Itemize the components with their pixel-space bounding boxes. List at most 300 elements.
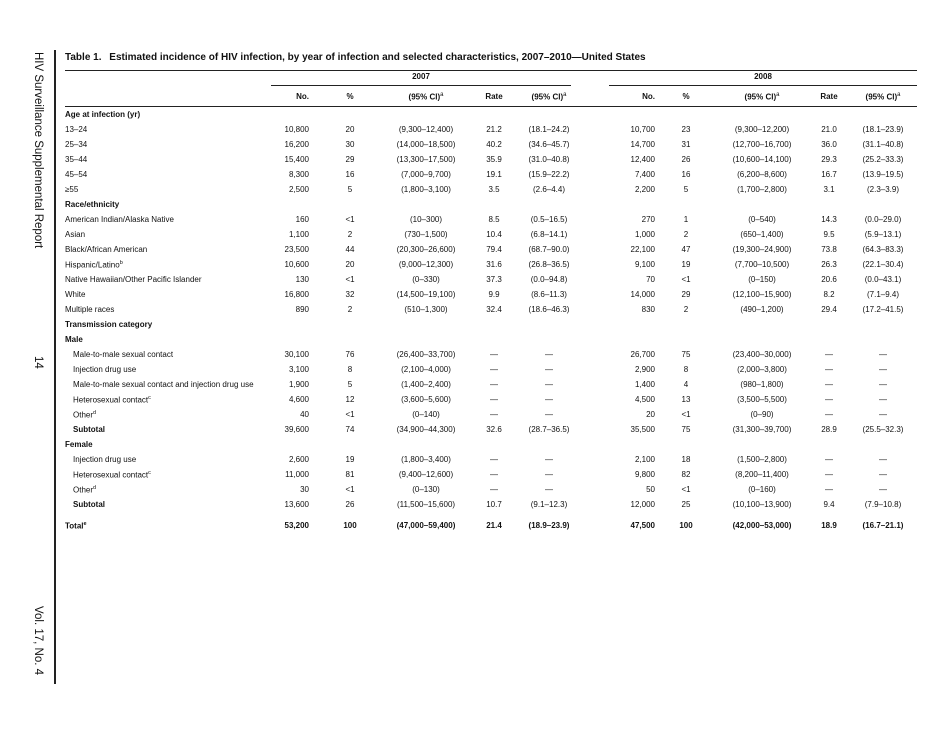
table-row [65, 228, 917, 243]
cell-2008-pct: 19 [681, 260, 691, 269]
cell-2007-no: 130 [295, 275, 309, 284]
header-2008-rate: Rate [820, 92, 838, 101]
table-row [65, 498, 917, 513]
cell-2008-rate-ci: — [879, 455, 887, 464]
table-row [65, 153, 917, 168]
header-2007-pct: % [346, 92, 354, 101]
cell-2008-rate: 73.8 [821, 245, 837, 254]
cell-2007-pct: 12 [345, 395, 355, 404]
cell-2008-rate-ci: (2.3–3.9) [866, 185, 900, 194]
cell-2007-ci: (9,300–12,400) [398, 125, 454, 134]
cell-2007-rate-ci: (31.0–40.8) [528, 155, 570, 164]
cell-2007-no: 10,800 [284, 125, 309, 134]
row-label: Total$^e$ [65, 521, 87, 531]
table-row [65, 408, 917, 423]
cell-2008-rate: 3.1 [823, 185, 835, 194]
cell-2007-no: 1,900 [288, 380, 309, 389]
header-2007-rate: Rate [485, 92, 503, 101]
cell-2007-ci: (26,400–33,700) [396, 350, 456, 359]
group-underline-2007 [271, 85, 571, 86]
cell-2007-pct: 76 [345, 350, 355, 359]
cell-2008-pct: 29 [681, 290, 691, 299]
row-label: Subtotal [73, 500, 105, 509]
table-row [65, 363, 917, 378]
cell-2008-pct: 26 [681, 155, 691, 164]
cell-2008-rate-ci: — [879, 350, 887, 359]
cell-2007-no: 16,800 [284, 290, 309, 299]
cell-2007-rate-ci: (9.1–12.3) [530, 500, 568, 509]
header-2007-no: No. [296, 92, 309, 101]
cell-2007-no: 890 [295, 305, 309, 314]
cell-2007-rate-ci: — [545, 395, 553, 404]
cell-2008-no: 14,000 [630, 290, 655, 299]
cell-2007-no: 10,600 [284, 260, 309, 269]
cell-2008-rate: — [825, 365, 833, 374]
table-row [65, 483, 917, 498]
cell-2007-pct: 2 [347, 305, 353, 314]
cell-2008-ci: (10,100–13,900) [732, 500, 792, 509]
row-label: Subtotal [73, 425, 105, 434]
page-divider-line [54, 50, 56, 684]
cell-2008-rate: 20.6 [821, 275, 837, 284]
table-row [65, 138, 917, 153]
cell-2007-rate-ci: — [545, 410, 553, 419]
cell-2007-ci: (0–330) [412, 275, 440, 284]
header-2008-ci: (95% CI)$^a$ [744, 92, 780, 102]
cell-2008-ci: (1,500–2,800) [737, 455, 787, 464]
cell-2007-no: 13,600 [284, 500, 309, 509]
cell-2008-no: 1,000 [634, 230, 655, 239]
cell-2008-pct: 4 [683, 380, 689, 389]
report-title-side: HIV Surveillance Supplemental Report [32, 52, 44, 249]
cell-2007-no: 53,200 [284, 521, 309, 530]
table-row [65, 258, 917, 273]
cell-2008-pct: 8 [683, 365, 689, 374]
cell-2007-rate: 10.7 [486, 500, 502, 509]
cell-2008-rate-ci: — [879, 470, 887, 479]
cell-2007-pct: 81 [345, 470, 355, 479]
table-row [65, 288, 917, 303]
cell-2007-ci: (0–140) [412, 410, 440, 419]
cell-2008-rate-ci: — [879, 380, 887, 389]
cell-2007-rate: — [490, 455, 498, 464]
cell-2007-rate: — [490, 410, 498, 419]
cell-2008-ci: (12,100–15,900) [732, 290, 792, 299]
cell-2008-no: 50 [646, 485, 655, 494]
cell-2008-pct: <1 [681, 485, 691, 494]
cell-2008-no: 2,100 [634, 455, 655, 464]
table-row [65, 183, 917, 198]
cell-2008-ci: (31,300–39,700) [732, 425, 792, 434]
table-row [65, 243, 917, 258]
cell-2008-rate-ci: (22.1–30.4) [862, 260, 904, 269]
cell-2008-no: 7,400 [634, 170, 655, 179]
cell-2007-ci: (14,000–18,500) [396, 140, 456, 149]
cell-2008-pct: 100 [679, 521, 693, 530]
cell-2007-rate-ci: (18.1–24.2) [528, 125, 570, 134]
cell-2008-rate: — [825, 485, 833, 494]
cell-2007-ci: (47,000–59,400) [396, 521, 456, 530]
cell-2007-pct: 5 [347, 380, 353, 389]
cell-2007-ci: (510–1,300) [404, 305, 448, 314]
cell-2008-pct: 23 [681, 125, 691, 134]
cell-2008-rate-ci: (7.9–10.8) [864, 500, 902, 509]
cell-2007-pct: 8 [347, 365, 353, 374]
cell-2007-rate: 32.4 [486, 305, 502, 314]
cell-2008-rate: 29.3 [821, 155, 837, 164]
cell-2008-rate: 18.9 [821, 521, 837, 530]
cell-2008-rate-ci: (0.0–43.1) [864, 275, 902, 284]
table-row [65, 168, 917, 183]
cell-2007-rate: 31.6 [486, 260, 502, 269]
cell-2008-rate: 8.2 [823, 290, 835, 299]
section-header-row [65, 198, 917, 213]
cell-2007-rate-ci: (2.6–4.4) [532, 185, 566, 194]
cell-2008-no: 14,700 [630, 140, 655, 149]
row-label: Male [65, 335, 83, 344]
cell-2008-pct: 25 [681, 500, 691, 509]
cell-2007-pct: 20 [345, 125, 355, 134]
group-header-2007: 2007 [412, 72, 430, 81]
cell-2007-rate-ci: (18.6–46.3) [528, 305, 570, 314]
cell-2007-pct: 100 [343, 521, 357, 530]
cell-2008-ci: (10,600–14,100) [732, 155, 792, 164]
cell-2007-rate: 8.5 [488, 215, 500, 224]
cell-2007-rate: 35.9 [486, 155, 502, 164]
cell-2008-ci: (0–160) [748, 485, 776, 494]
cell-2008-rate-ci: (25.5–32.3) [862, 425, 904, 434]
cell-2007-rate: 10.4 [486, 230, 502, 239]
cell-2007-rate-ci: (26.8–36.5) [528, 260, 570, 269]
volume-info: Vol. 17, No. 4 [32, 606, 44, 676]
cell-2008-rate: — [825, 455, 833, 464]
cell-2007-no: 8,300 [288, 170, 309, 179]
row-label: 45–54 [65, 170, 88, 179]
cell-2008-rate-ci: — [879, 485, 887, 494]
cell-2007-pct: 74 [345, 425, 355, 434]
header-2008-rate-ci: (95% CI)$^a$ [865, 92, 901, 102]
cell-2007-pct: 32 [345, 290, 355, 299]
group-underline-2008 [609, 85, 917, 86]
cell-2008-no: 70 [646, 275, 655, 284]
cell-2008-no: 9,100 [634, 260, 655, 269]
cell-2007-ci: (2,100–4,000) [401, 365, 451, 374]
cell-2007-rate: — [490, 485, 498, 494]
cell-2008-rate-ci: (0.0–29.0) [864, 215, 902, 224]
cell-2008-rate-ci: (17.2–41.5) [862, 305, 904, 314]
row-label: Heterosexual contact$^c$ [73, 470, 151, 480]
cell-2007-no: 16,200 [284, 140, 309, 149]
cell-2007-pct: <1 [345, 275, 355, 284]
header-2008-no: No. [642, 92, 655, 101]
header-2007-ci: (95% CI)$^a$ [408, 92, 444, 102]
table-row [65, 333, 917, 348]
cell-2007-ci: (1,800–3,100) [401, 185, 451, 194]
section-header-row [65, 108, 917, 123]
cell-2007-no: 1,100 [288, 230, 309, 239]
cell-2008-no: 270 [641, 215, 655, 224]
cell-2007-rate-ci: — [545, 365, 553, 374]
cell-2008-rate: — [825, 470, 833, 479]
table-row [65, 378, 917, 393]
cell-2007-rate: 40.2 [486, 140, 502, 149]
cell-2007-rate-ci: (34.6–45.7) [528, 140, 570, 149]
cell-2007-rate-ci: — [545, 455, 553, 464]
cell-2008-pct: 31 [681, 140, 691, 149]
cell-2007-no: 160 [295, 215, 309, 224]
cell-2007-rate: 79.4 [486, 245, 502, 254]
row-label: American Indian/Alaska Native [65, 215, 174, 224]
cell-2007-rate-ci: (0.5–16.5) [530, 215, 568, 224]
cell-2008-rate: — [825, 380, 833, 389]
cell-2007-ci: (10–300) [409, 215, 443, 224]
cell-2008-pct: 5 [683, 185, 689, 194]
cell-2007-no: 39,600 [284, 425, 309, 434]
cell-2007-rate-ci: (18.9–23.9) [528, 521, 570, 530]
cell-2008-pct: 18 [681, 455, 691, 464]
cell-2007-ci: (1,400–2,400) [401, 380, 451, 389]
cell-2007-rate: — [490, 395, 498, 404]
group-header-2008: 2008 [754, 72, 772, 81]
cell-2007-no: 2,500 [288, 185, 309, 194]
cell-2008-ci: (490–1,200) [740, 305, 784, 314]
cell-2008-no: 2,900 [634, 365, 655, 374]
cell-2008-ci: (2,000–3,800) [737, 365, 787, 374]
row-label: Black/African American [65, 245, 148, 254]
cell-2008-ci: (19,300–24,900) [732, 245, 792, 254]
cell-2008-ci: (0–150) [748, 275, 776, 284]
cell-2007-rate: 9.9 [488, 290, 500, 299]
cell-2008-ci: (42,000–53,000) [732, 521, 792, 530]
cell-2008-rate-ci: (25.2–33.3) [862, 155, 904, 164]
header-2007-rate-ci: (95% CI)$^a$ [531, 92, 567, 102]
cell-2007-ci: (14,500–19,100) [396, 290, 456, 299]
cell-2007-rate: — [490, 470, 498, 479]
cell-2008-rate: — [825, 395, 833, 404]
cell-2007-no: 30 [300, 485, 309, 494]
table-body [65, 108, 917, 534]
cell-2008-no: 830 [641, 305, 655, 314]
cell-2007-rate-ci: (28.7–36.5) [528, 425, 570, 434]
cell-2008-rate-ci: (16.7–21.1) [862, 521, 904, 530]
cell-2008-pct: 75 [681, 425, 691, 434]
cell-2007-rate-ci: — [545, 485, 553, 494]
cell-2007-rate: 21.2 [486, 125, 502, 134]
cell-2008-rate: — [825, 350, 833, 359]
cell-2008-rate-ci: (5.9–13.1) [864, 230, 902, 239]
cell-2007-rate-ci: (6.8–14.1) [530, 230, 568, 239]
cell-2008-no: 12,400 [630, 155, 655, 164]
cell-2007-ci: (1,800–3,400) [401, 455, 451, 464]
table-row [65, 348, 917, 363]
cell-2008-no: 2,200 [634, 185, 655, 194]
cell-2008-rate-ci: — [879, 410, 887, 419]
cell-2008-no: 1,400 [634, 380, 655, 389]
cell-2008-rate: 9.4 [823, 500, 835, 509]
cell-2008-no: 22,100 [630, 245, 655, 254]
cell-2007-pct: 30 [345, 140, 355, 149]
cell-2007-rate-ci: (15.9–22.2) [528, 170, 570, 179]
row-label: Race/ethnicity [65, 200, 120, 209]
cell-2008-rate: 14.3 [821, 215, 837, 224]
row-label: Injection drug use [73, 365, 137, 374]
page-number: 14 [32, 356, 44, 369]
cell-2008-rate-ci: (31.1–40.8) [862, 140, 904, 149]
cell-2008-rate: 9.5 [823, 230, 835, 239]
cell-2008-pct: 16 [681, 170, 691, 179]
cell-2008-pct: 1 [683, 215, 689, 224]
cell-2008-rate-ci: (13.9–19.5) [862, 170, 904, 179]
row-label: ≥55 [65, 185, 79, 194]
cell-2008-no: 9,800 [634, 470, 655, 479]
cell-2008-rate: 36.0 [821, 140, 837, 149]
cell-2007-pct: 5 [347, 185, 353, 194]
cell-2008-ci: (650–1,400) [740, 230, 784, 239]
cell-2008-pct: 47 [681, 245, 691, 254]
table-row [65, 468, 917, 483]
cell-2007-ci: (0–130) [412, 485, 440, 494]
cell-2007-pct: 16 [345, 170, 355, 179]
row-label: Multiple races [65, 305, 115, 314]
cell-2007-no: 23,500 [284, 245, 309, 254]
table-row [65, 273, 917, 288]
cell-2007-rate: 3.5 [488, 185, 500, 194]
row-label: Other$^d$ [73, 485, 97, 495]
total-row [65, 519, 917, 534]
cell-2007-pct: 29 [345, 155, 355, 164]
cell-2008-ci: (1,700–2,800) [737, 185, 787, 194]
cell-2007-pct: <1 [345, 410, 355, 419]
cell-2008-no: 12,000 [630, 500, 655, 509]
cell-2007-pct: <1 [345, 485, 355, 494]
row-label: Transmission category [65, 320, 153, 329]
cell-2007-no: 4,600 [288, 395, 309, 404]
row-label: Asian [65, 230, 86, 239]
cell-2007-rate-ci: — [545, 350, 553, 359]
table-row [65, 123, 917, 138]
cell-2008-pct: 2 [683, 305, 689, 314]
row-label: Other$^d$ [73, 410, 97, 420]
cell-2008-rate: 26.3 [821, 260, 837, 269]
row-label: 35–44 [65, 155, 88, 164]
cell-2008-pct: 13 [681, 395, 691, 404]
cell-2007-ci: (9,400–12,600) [398, 470, 454, 479]
cell-2008-ci: (6,200–8,600) [737, 170, 787, 179]
cell-2007-no: 11,000 [285, 470, 309, 479]
table-row [65, 438, 917, 453]
cell-2008-ci: (980–1,800) [740, 380, 784, 389]
row-label: Heterosexual contact$^c$ [73, 395, 151, 405]
cell-2007-ci: (730–1,500) [404, 230, 448, 239]
cell-2008-pct: 75 [681, 350, 691, 359]
table-row [65, 213, 917, 228]
cell-2007-rate-ci: (0.0–94.8) [530, 275, 568, 284]
cell-2008-rate: 29.4 [821, 305, 837, 314]
cell-2007-rate-ci: (68.7–90.0) [528, 245, 570, 254]
cell-2007-pct: 44 [345, 245, 355, 254]
cell-2008-pct: <1 [681, 275, 691, 284]
cell-2007-no: 30,100 [284, 350, 309, 359]
cell-2007-pct: 2 [347, 230, 353, 239]
cell-2008-pct: <1 [681, 410, 691, 419]
row-label: 13–24 [65, 125, 88, 134]
cell-2007-pct: 26 [345, 500, 355, 509]
cell-2008-ci: (3,500–5,500) [737, 395, 787, 404]
cell-2007-rate-ci: (8.6–11.3) [531, 290, 567, 299]
row-label: Male-to-male sexual contact [73, 350, 174, 359]
cell-2007-pct: <1 [345, 215, 355, 224]
cell-2007-ci: (7,000–9,700) [401, 170, 451, 179]
cell-2007-ci: (20,300–26,600) [396, 245, 456, 254]
cell-2007-rate: 37.3 [486, 275, 502, 284]
cell-2008-ci: (12,700–16,700) [732, 140, 792, 149]
cell-2008-pct: 2 [683, 230, 689, 239]
cell-2007-ci: (34,900–44,300) [396, 425, 456, 434]
cell-2008-rate-ci: (18.1–23.9) [862, 125, 904, 134]
cell-2007-pct: 20 [345, 260, 355, 269]
cell-2008-rate: 16.7 [821, 170, 837, 179]
row-label: Age at infection (yr) [65, 110, 141, 119]
cell-2007-pct: 19 [345, 455, 355, 464]
cell-2008-pct: 82 [681, 470, 691, 479]
cell-2007-rate: 32.6 [486, 425, 502, 434]
cell-2007-ci: (9,000–12,300) [398, 260, 454, 269]
cell-2008-no: 10,700 [630, 125, 655, 134]
table-row [65, 303, 917, 318]
header-2008-pct: % [682, 92, 690, 101]
cell-2008-rate: — [825, 410, 833, 419]
cell-2008-ci: (0–540) [748, 215, 776, 224]
cell-2007-rate-ci: — [545, 470, 553, 479]
cell-2008-no: 20 [646, 410, 655, 419]
cell-2008-no: 4,500 [634, 395, 655, 404]
cell-2008-ci: (9,300–12,200) [734, 125, 790, 134]
cell-2007-ci: (13,300–17,500) [396, 155, 456, 164]
cell-2008-no: 35,500 [630, 425, 655, 434]
cell-2008-ci: (0–90) [750, 410, 774, 419]
row-label: 25–34 [65, 140, 88, 149]
cell-2008-rate-ci: — [879, 395, 887, 404]
cell-2007-rate: — [490, 380, 498, 389]
cell-2007-no: 2,600 [288, 455, 309, 464]
table-row [65, 423, 917, 438]
cell-2008-ci: (7,700–10,500) [734, 260, 790, 269]
header-bottom-rule [65, 106, 917, 107]
row-label: Male-to-male sexual contact and injection drug use [73, 380, 254, 389]
row-label: Native Hawaiian/Other Pacific Islander [65, 275, 202, 284]
cell-2007-ci: (3,600–5,600) [401, 395, 451, 404]
table-row [65, 393, 917, 408]
cell-2007-no: 3,100 [288, 365, 309, 374]
cell-2008-rate-ci: (64.3–83.3) [862, 245, 904, 254]
cell-2008-rate-ci: (7.1–9.4) [866, 290, 900, 299]
cell-2007-no: 15,400 [284, 155, 309, 164]
cell-2007-rate-ci: — [545, 380, 553, 389]
table-title: Table 1. Estimated incidence of HIV infection, by year of infection and selected characteristics, 2007–2010—United States [65, 52, 646, 63]
table-top-rule [65, 70, 917, 71]
cell-2008-rate: 21.0 [821, 125, 837, 134]
cell-2007-rate: 19.1 [486, 170, 502, 179]
cell-2008-rate-ci: — [879, 365, 887, 374]
cell-2007-rate: — [490, 350, 498, 359]
cell-2008-no: 26,700 [630, 350, 655, 359]
cell-2008-ci: (8,200–11,400) [735, 470, 789, 479]
cell-2008-rate: 28.9 [821, 425, 837, 434]
row-label: Hispanic/Latino$^b$ [65, 260, 123, 270]
section-header-row [65, 318, 917, 333]
cell-2007-rate: — [490, 365, 498, 374]
row-label: Female [65, 440, 93, 449]
